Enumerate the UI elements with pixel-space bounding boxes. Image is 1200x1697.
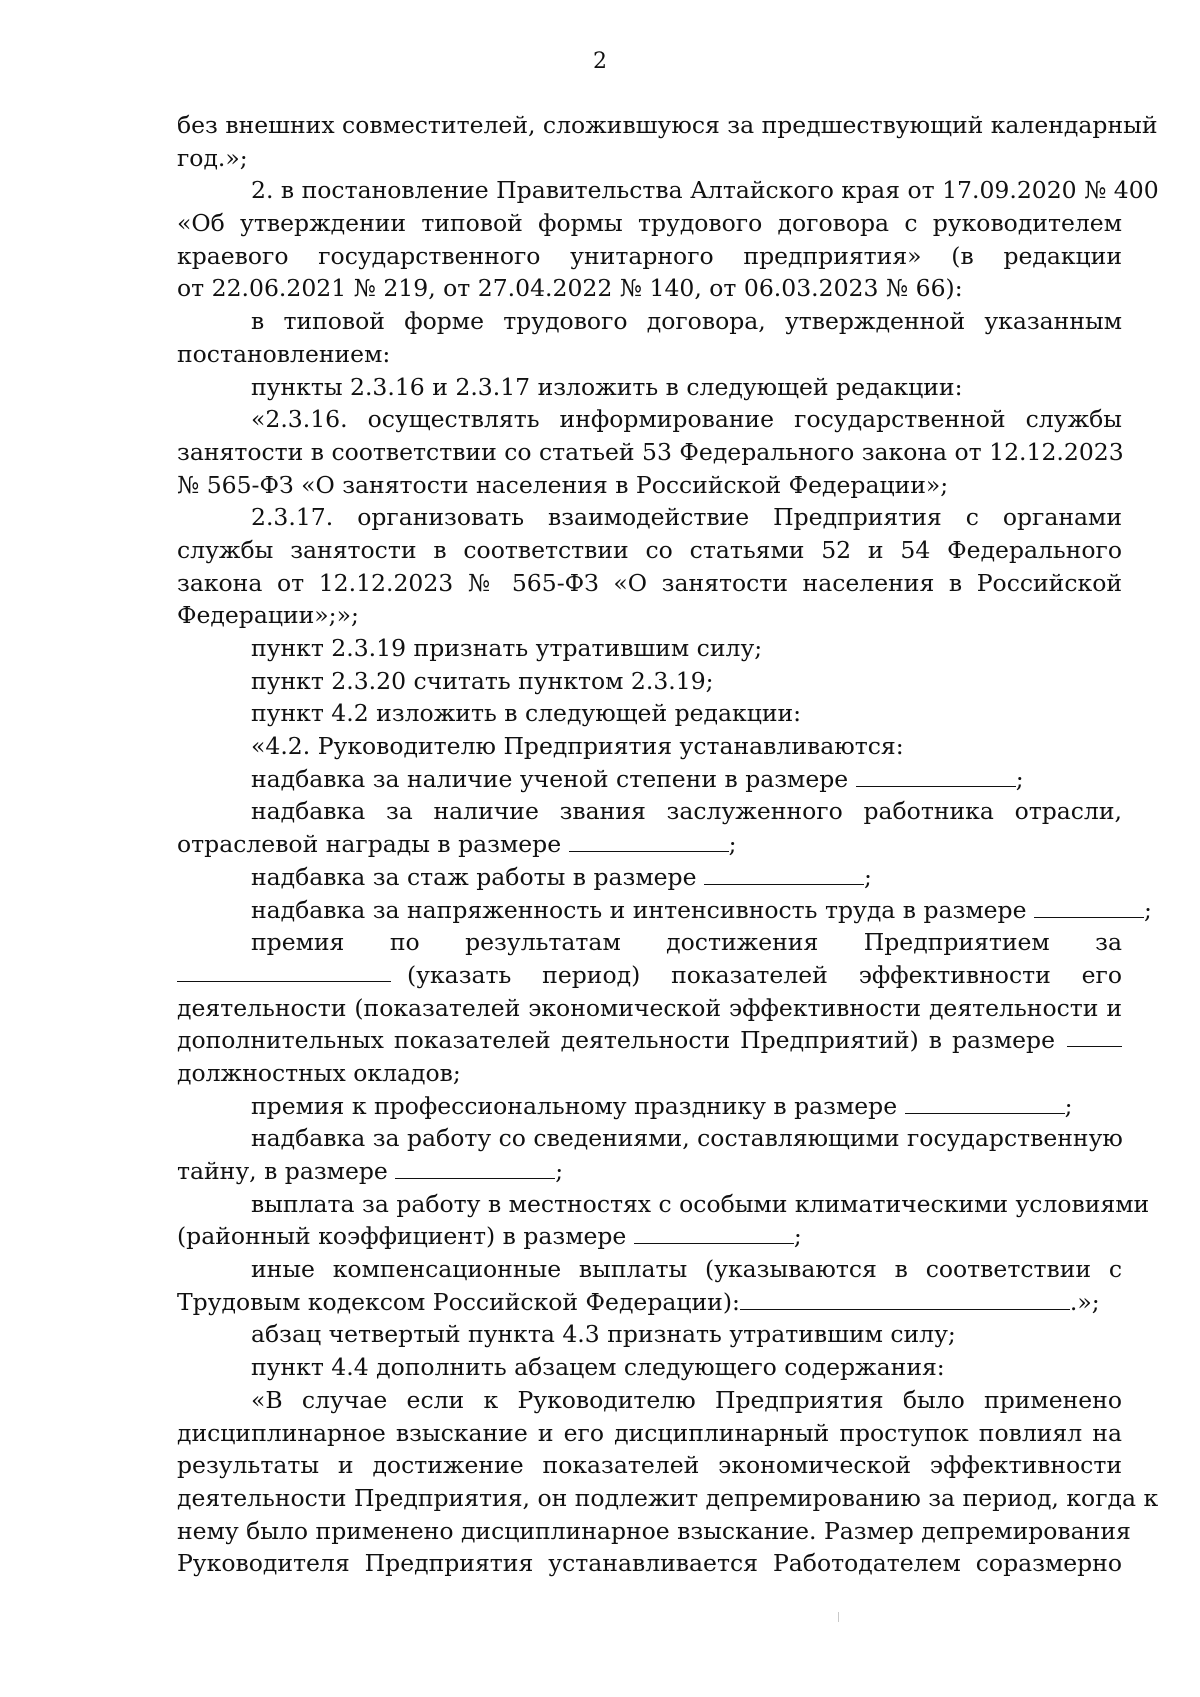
text-line: закона от 12.12.2023 № 565-ФЗ «О занятости населения в Российской xyxy=(177,568,1122,597)
line-tail: ; xyxy=(793,1222,802,1251)
text-line-with-blank xyxy=(177,1220,1122,1253)
line-text: надбавка за напряженность и интенсивность труда в размере xyxy=(251,895,1027,924)
text-line: постановлением: xyxy=(177,339,391,368)
line-text: премия к профессиональному празднику в размере xyxy=(251,1091,898,1120)
text-line: год.»; xyxy=(177,143,248,172)
line-text: Трудовым кодексом Российской Федерации): xyxy=(177,1287,740,1316)
line-text: (указать период) показателей эффективности его xyxy=(407,960,1122,989)
line-tail: ; xyxy=(863,862,872,891)
fill-in-blank xyxy=(569,829,729,852)
line-tail: ; xyxy=(1064,1091,1073,1120)
line-text: отраслевой награды в размере xyxy=(177,830,562,859)
text-line: пункты 2.3.16 и 2.3.17 изложить в следующей редакции: xyxy=(251,372,963,401)
line-tail: .»; xyxy=(1069,1287,1100,1316)
text-line: 2.3.17. организовать взаимодействие Предприятия с органами xyxy=(251,503,1122,532)
text-line-with-blank xyxy=(177,894,1152,927)
text-line: премия по результатам достижения Предприятием за xyxy=(251,928,1122,957)
text-line: «В случае если к Руководителю Предприятия было применено xyxy=(251,1385,1122,1414)
fill-in-blank xyxy=(905,1091,1065,1114)
text-line: пункт 4.4 дополнить абзацем следующего содержания: xyxy=(251,1353,945,1382)
text-line: службы занятости в соответствии со статьями 52 и 54 Федерального xyxy=(177,535,1122,564)
text-line: результаты и достижение показателей экономической эффективности xyxy=(177,1451,1122,1480)
fill-in-blank xyxy=(704,862,864,885)
text-line-with-blank xyxy=(177,1090,1122,1123)
text-line: № 565-ФЗ «О занятости населения в Российской Федерации»; xyxy=(177,470,949,499)
fill-in-blank xyxy=(1067,1024,1122,1047)
text-line-with-blank xyxy=(177,1024,1122,1057)
scan-artifact xyxy=(838,1612,839,1622)
text-line: «2.3.16. осуществлять информирование государственной службы xyxy=(251,405,1122,434)
text-line-with-blank xyxy=(177,1155,1122,1188)
text-line: деятельности (показателей экономической эффективности деятельности и xyxy=(177,993,1122,1022)
page-number: 2 xyxy=(593,49,607,74)
text-line: пункт 2.3.19 признать утратившим силу; xyxy=(251,634,763,662)
text-line: «Об утверждении типовой формы трудового договора с руководителем xyxy=(177,209,1122,238)
text-line: дисциплинарное взыскание и его дисциплинарный проступок повлиял на xyxy=(177,1418,1122,1447)
text-line: занятости в соответствии со статьей 53 Федерального закона от 12.12.2023 xyxy=(177,437,1124,466)
text-line-with-blank xyxy=(177,959,1122,992)
line-tail: ; xyxy=(728,830,737,859)
text-line-with-blank xyxy=(177,861,1122,894)
line-text: дополнительных показателей деятельности Предприятий) в размере xyxy=(177,1026,1055,1055)
text-line-with-blank xyxy=(177,1286,1122,1319)
text-line: выплата за работу в местностях с особыми климатическими условиями xyxy=(251,1189,1150,1218)
text-line-with-blank xyxy=(177,763,1122,796)
text-line: должностных окладов; xyxy=(177,1058,461,1087)
text-line: в типовой форме трудового договора, утвержденной указанным xyxy=(251,307,1122,336)
text-line: нему было применено дисциплинарное взыскание. Размер депремирования xyxy=(177,1516,1131,1545)
text-line: от 22.06.2021 № 219, от 27.04.2022 № 140, от 06.03.2023 № 66): xyxy=(177,274,963,303)
line-tail: ; xyxy=(1015,764,1024,793)
text-line: абзац четвертый пункта 4.3 признать утратившим силу; xyxy=(251,1320,956,1349)
fill-in-blank xyxy=(634,1221,794,1244)
line-tail: ; xyxy=(555,1157,564,1185)
line-text: (районный коэффициент) в размере xyxy=(177,1222,627,1251)
document-body xyxy=(177,109,1159,1580)
line-text: тайну, в размере xyxy=(177,1157,388,1185)
text-line: 2. в постановление Правительства Алтайского края от 17.09.2020 № 400 xyxy=(251,176,1159,205)
fill-in-blank xyxy=(1034,895,1144,918)
fill-in-blank xyxy=(395,1156,555,1179)
text-line: Руководителя Предприятия устанавливается Работодателем соразмерно xyxy=(177,1549,1122,1578)
text-line: краевого государственного унитарного предприятия» (в редакции xyxy=(177,241,1122,270)
text-line: деятельности Предприятия, он подлежит депремированию за период, когда к xyxy=(177,1483,1159,1512)
line-tail: ; xyxy=(1143,895,1152,924)
text-line: «4.2. Руководителю Предприятия устанавливаются: xyxy=(251,732,904,761)
text-line: надбавка за наличие звания заслуженного работника отрасли, xyxy=(251,797,1122,826)
line-text: надбавка за наличие ученой степени в размере xyxy=(251,764,849,793)
text-line: без внешних совместителей, сложившуюся за предшествующий календарный xyxy=(177,111,1158,139)
text-line: пункт 2.3.20 считать пунктом 2.3.19; xyxy=(251,666,714,695)
line-text: надбавка за стаж работы в размере xyxy=(251,862,697,891)
fill-in-blank xyxy=(740,1287,1070,1310)
text-line: Федерации»;»; xyxy=(177,601,359,630)
fill-in-blank xyxy=(856,764,1016,787)
text-line: иные компенсационные выплаты (указываются в соответствии с xyxy=(251,1255,1122,1284)
fill-in-blank xyxy=(177,959,391,982)
text-line: надбавка за работу со сведениями, составляющими государственную xyxy=(251,1124,1123,1153)
text-line: пункт 4.2 изложить в следующей редакции: xyxy=(251,699,802,728)
text-line-with-blank xyxy=(177,828,1122,861)
